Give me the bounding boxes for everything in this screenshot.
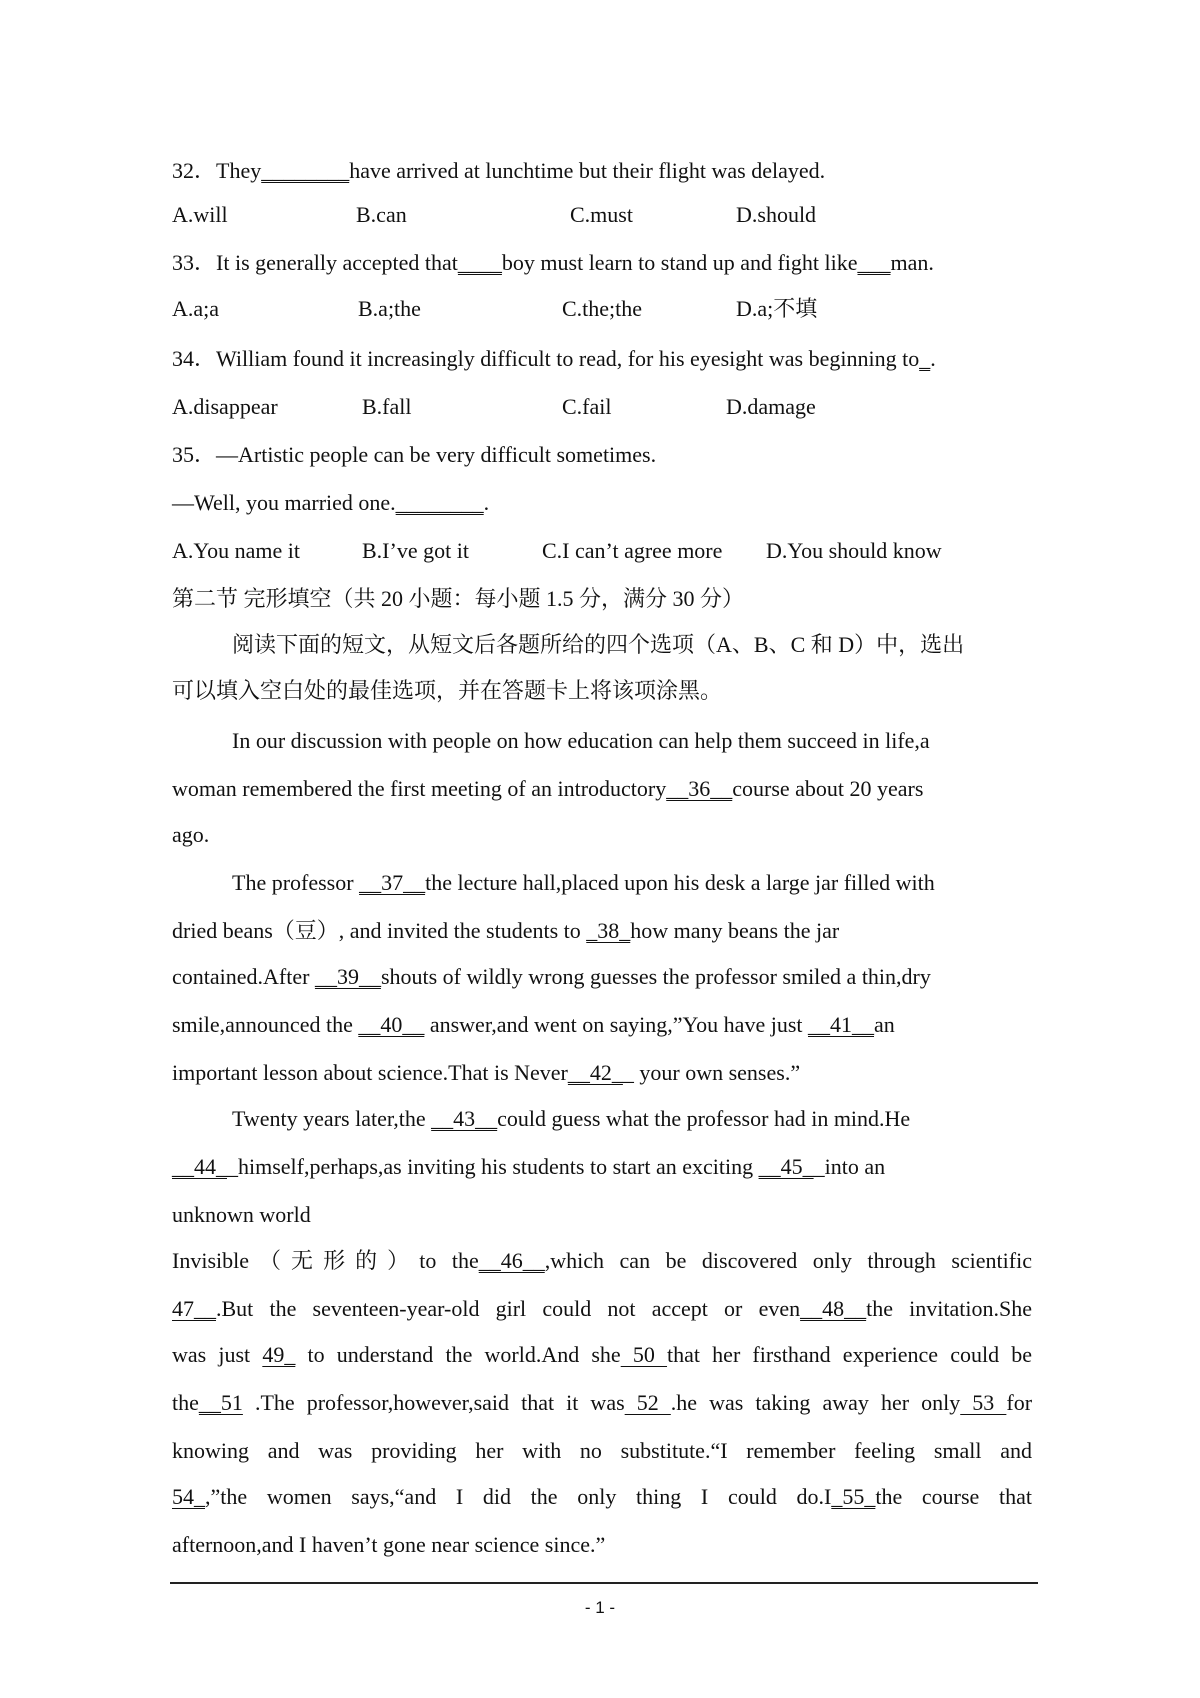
question-number: 32． — [172, 158, 217, 183]
option-a: A.You name it — [172, 538, 300, 563]
blank-46: __46__ — [478, 1248, 545, 1273]
option-d: D.damage — [726, 394, 816, 419]
option-b: B.can — [356, 202, 407, 227]
passage-line: contained.After __39__shouts of wildly wrong guesses the professor smiled a thin,dry — [172, 964, 931, 989]
blank-48: __48__ — [800, 1296, 867, 1321]
passage-line: afternoon,and I haven’t gone near science since.” — [172, 1532, 606, 1557]
blank-54: 54_ — [172, 1484, 205, 1509]
blank-39: __39__ — [314, 964, 381, 989]
blank-41: __41__ — [808, 1012, 875, 1037]
passage-line: 47__.But the seventeen-year-old girl could not accept or even__48__the invitation.She — [172, 1296, 1032, 1321]
option-a: A.will — [172, 202, 228, 227]
option-c: C.fail — [562, 394, 612, 419]
answer-blank: _ — [919, 346, 931, 371]
page-number: - 1 - — [584, 1598, 616, 1617]
passage-line: Invisible（无形的）to the__46__,which can be discovered only through scientific — [172, 1248, 1032, 1273]
question-number: 33． — [172, 250, 217, 275]
blank-36: __36__ — [666, 776, 733, 801]
blank-52: 52 — [624, 1390, 671, 1415]
question-number: 34． — [172, 346, 217, 371]
section-instructions-line: 可以填入空白处的最佳选项，并在答题卡上将该项涂黑。 — [172, 678, 723, 703]
passage-line: ago. — [172, 822, 210, 847]
passage-line: dried beans（豆）, and invited the students to _38_how many beans the jar — [172, 918, 840, 943]
passage-line: 54_,”the women says,“and I did the only thing I could do.I_55_the course that — [172, 1484, 1032, 1509]
blank-40: __40__ — [358, 1012, 425, 1037]
option-a: A.a;a — [172, 296, 220, 321]
passage-line: In our discussion with people on how education can help them succeed in life,a — [232, 728, 930, 753]
section-title: 第二节 完形填空（共 20 小题：每小题 1.5 分，满分 30 分） — [172, 586, 745, 611]
section-instructions-line: 阅读下面的短文，从短文后各题所给的四个选项（A、B、C 和 D）中，选出 — [232, 632, 965, 657]
question-34-stem: 34．William found it increasingly difficult to read, for his eyesight was beginning to_. — [172, 346, 936, 371]
option-b: B.a;the — [358, 296, 421, 321]
blank-45: __45_ — [758, 1154, 814, 1179]
passage-line: knowing and was providing her with no substitute.“I remember feeling small and — [172, 1438, 1032, 1463]
answer-blank: ____ — [457, 250, 502, 275]
question-35-stem: 35．—Artistic people can be very difficult sometimes. — [172, 442, 657, 467]
option-d: D.You should know — [766, 538, 942, 563]
passage-line: woman remembered the first meeting of an introductory__36__course about 20 years — [172, 776, 924, 801]
passage-line: was just 49_ to understand the world.And she 50 that her firsthand experience could be — [172, 1342, 1033, 1367]
option-d: D.a;不填 — [736, 296, 818, 321]
blank-51: __51 — [198, 1390, 243, 1415]
option-b: B.fall — [362, 394, 412, 419]
passage-line: Twenty years later,the __43__could guess what the professor had in mind.He — [232, 1106, 911, 1131]
question-32-stem: 32．They________have arrived at lunchtime but their flight was delayed. — [172, 158, 826, 183]
answer-blank: ___ — [857, 250, 891, 275]
passage-line: The professor __37__the lecture hall,placed upon his desk a large jar filled with — [232, 870, 935, 895]
option-d: D.should — [736, 202, 817, 227]
option-a: A.disappear — [172, 394, 278, 419]
blank-37: __37__ — [359, 870, 426, 895]
option-c: C.I can’t agree more — [542, 538, 723, 563]
blank-42: __42_ — [567, 1060, 623, 1085]
footer-rule — [170, 1582, 1038, 1584]
blank-44: __44_ — [172, 1154, 227, 1179]
answer-blank: ________ — [261, 158, 350, 183]
question-35-reply: —Well, you married one.________. — [172, 490, 490, 515]
passage-line: important lesson about science.That is Never__42__ your own senses.” — [172, 1060, 801, 1085]
question-33-stem: 33．It is generally accepted that____boy must learn to stand up and fight like___man. — [172, 250, 934, 275]
blank-38: _38_ — [586, 918, 631, 943]
answer-blank: ________ — [395, 490, 484, 515]
passage-line: the__51 .The professor,however,said that it was 52 .he was taking away her only 53 for — [172, 1390, 1033, 1415]
option-c: C.the;the — [562, 296, 643, 321]
blank-55: _55_ — [831, 1484, 876, 1509]
blank-53: 53 — [960, 1390, 1007, 1415]
option-b: B.I’ve got it — [362, 538, 469, 563]
passage-line: unknown world — [172, 1202, 311, 1227]
blank-50: 50 — [620, 1342, 668, 1367]
blank-47: 47__ — [172, 1296, 216, 1321]
blank-43: __43__ — [431, 1106, 498, 1131]
blank-49: 49_ — [262, 1342, 296, 1367]
question-number: 35． — [172, 442, 217, 467]
passage-line: __44__himself,perhaps,as inviting his students to start an exciting __45__into an — [172, 1154, 886, 1179]
passage-line: smile,announced the __40__ answer,and went on saying,”You have just __41__an — [172, 1012, 895, 1037]
option-c: C.must — [570, 202, 633, 227]
